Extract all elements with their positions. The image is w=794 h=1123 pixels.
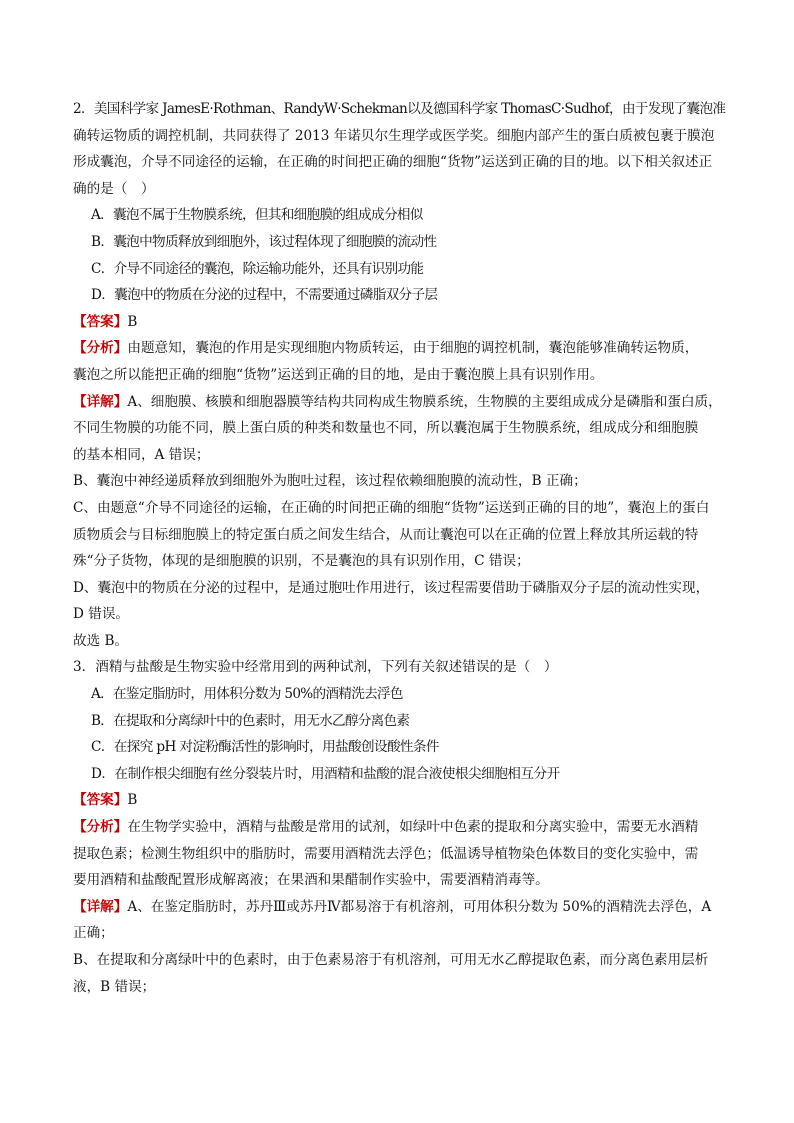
q2-stem-line: 确转运物质的调控机制，共同获得了 2013 年诺贝尔生理学或医学奖。细胞内部产生的蛋白质被包裹于膜泡 (73, 127, 715, 144)
answer-value: B (127, 313, 138, 330)
page-content (73, 96, 725, 1000)
q3-analysis-line: 提取色素；检测生物组织中的脂肪时，需要用酒精洗去浮色；低温诱导植物染色体数目的变化实验中，需 (73, 845, 699, 862)
q3-option-c: C．在探究 pH 对淀粉酶活性的影响时，用盐酸创设酸性条件 (91, 739, 439, 756)
q2-stem-line: 确的是（ ） (73, 180, 155, 197)
detail-tag: 【详解】 (73, 898, 128, 915)
analysis-tag: 【分析】 (73, 340, 128, 357)
q3-detail-line: B、在提取和分离绿叶中的色素时，由于色素易溶于有机溶剂，可用无水乙醇提取色素，而分离色素用层析 (73, 952, 709, 968)
q3-analysis-line: 要用酒精和盐酸配置形成解离液；在果酒和果醋制作实验中，需要酒精消毒等。 (73, 872, 549, 889)
q3-answer (73, 787, 725, 814)
analysis-tag: 【分析】 (73, 819, 128, 836)
q2-detail-line: D、囊泡中的物质在分泌的过程中，是通过胞吐作用进行，该过程需要借助于磷脂双分子层的流动性实现， (73, 579, 710, 596)
q3-stem-line: 3．酒精与盐酸是生物实验中经常用到的两种试剂，下列有关叙述错误的是（ ） (73, 659, 558, 676)
q2-answer (73, 309, 725, 336)
q2-analysis (73, 335, 725, 362)
detail-text: A、细胞膜、核膜和细胞器膜等结构共同构成生物膜系统，生物膜的主要组成成分是磷脂和蛋白质， (127, 393, 722, 410)
q2-option-b: B．囊泡中物质释放到细胞外，该过程体现了细胞膜的流动性 (91, 233, 437, 250)
q2-detail-line: 殊“分子货物，体现的是细胞膜的识别，不是囊泡的具有识别作用，C 错误； (73, 553, 530, 570)
answer-value: B (127, 792, 138, 809)
q2-option-d: D．囊泡中的物质在分泌的过程中，不需要通过磷脂双分子层 (91, 287, 438, 304)
answer-tag: 【答案】 (73, 313, 128, 330)
q2-stem-line: 形成囊泡，介导不同途径的运输，在正确的时间把正确的细胞“货物”运送到正确的目的地。以下相关叙述正 (73, 154, 713, 171)
q2-detail-line: 不同生物膜的功能不同，膜上蛋白质的种类和数量也不同，所以囊泡属于生物膜系统，组成成分和细胞膜 (73, 420, 699, 437)
q2-analysis-line: 囊泡之所以能把正确的细胞“货物”运送到正确的目的地，是由于囊泡膜上具有识别作用。 (73, 366, 604, 383)
q2-detail-line: B、囊泡中神经递质释放到细胞外为胞吐过程，该过程依赖细胞膜的流动性，B 正确； (73, 473, 587, 490)
q2-detail (73, 389, 725, 416)
detail-text: A、在鉴定脂肪时，苏丹Ⅲ或苏丹Ⅳ都易溶于有机溶剂，可用体积分数为 50%的酒精洗去浮色，A (127, 898, 712, 915)
q2-detail-line: D 错误。 (73, 606, 130, 623)
q2-stem-line: 2．美国科学家 JamesE·Rothman、RandyW·Schekman以及德国科学家 ThomasC·Sudhof，由于发现了囊泡准 (73, 101, 726, 117)
q3-option-d: D．在制作根尖细胞有丝分裂装片时，用酒精和盐酸的混合液使根尖细胞相互分开 (91, 765, 560, 782)
q2-detail-line: C、由题意“介导不同途径的运输，在正确的时间把正确的细胞“货物”运送到正确的目的地”，囊泡上的蛋白 (73, 499, 710, 516)
detail-tag: 【详解】 (73, 393, 128, 410)
q3-detail (73, 894, 725, 921)
question-3 (73, 654, 725, 1000)
answer-tag: 【答案】 (73, 792, 128, 809)
question-2 (73, 96, 725, 654)
q2-detail-line: 的基本相同，A 错误； (73, 446, 210, 463)
analysis-text: 由题意知，囊泡的作用是实现细胞内物质转运，由于细胞的调控机制，囊泡能够准确转运物质， (127, 340, 699, 357)
q2-detail-line: 质物质会与目标细胞膜上的特定蛋白质之间发生结合，从而让囊泡可以在正确的位置上释放其所运载的特 (73, 526, 699, 543)
q3-option-b: B．在提取和分离绿叶中的色素时，用无水乙醇分离色素 (91, 712, 410, 729)
q3-detail-line: 液，B 错误； (73, 978, 156, 995)
analysis-text: 在生物学实验中，酒精与盐酸是常用的试剂，如绿叶中色素的提取和分离实验中，需要无水酒精 (127, 819, 699, 836)
q2-option-a: A．囊泡不属于生物膜系统，但其和细胞膜的组成成分相似 (91, 207, 423, 224)
q2-option-c: C．介导不同途径的囊泡，除运输功能外，还具有识别功能 (91, 260, 424, 277)
q3-option-a: A．在鉴定脂肪时，用体积分数为 50%的酒精洗去浮色 (91, 686, 403, 703)
q2-conclusion: 故选 B。 (73, 632, 129, 649)
q3-detail-line: 正确； (73, 925, 114, 942)
q3-analysis (73, 814, 725, 841)
